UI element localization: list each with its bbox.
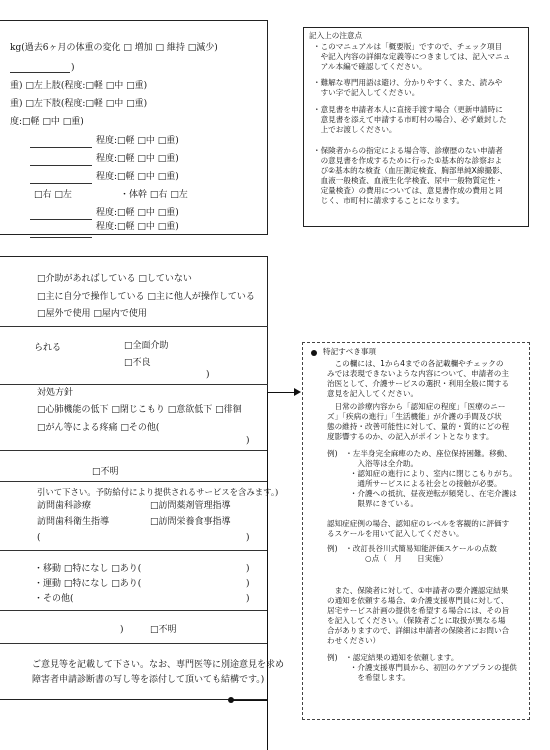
close-paren: ) <box>246 436 250 446</box>
divider <box>0 643 268 644</box>
dental-hygiene-visit: 訪問歯科衛生指導 <box>37 517 110 527</box>
divider <box>0 550 268 551</box>
divider <box>0 384 268 385</box>
close-paren: ) <box>206 370 210 380</box>
blank-line <box>30 147 92 148</box>
note-item-1: ・このマニュアルは「概要版」ですので、チェック項目 や記入内容の詳細な定義等につきましては、記入マニュ アル本編で確認してください。 <box>313 42 511 71</box>
degree-row: 度:□軽 □中 □重) <box>10 117 84 127</box>
left-lower-limb-row: 重) □左下肢(程度:□軽 □中 □重) <box>10 99 148 109</box>
use-place-row: □屋外で使用 □屋内で使用 <box>37 309 147 319</box>
weight-change-row: kg(過去6ヶ月の体重の変化 □ 増加 □ 維持 □減少) <box>10 43 218 53</box>
close-paren: ) <box>246 564 250 574</box>
footer-line-2: 障害者申請診断書の写し等を添付して頂いても結構です。) <box>32 675 265 685</box>
tokki-para-3: 認知症症例の場合、認知症のレベルを客観的に評価す るスケールを用いて記入してください。 <box>327 519 510 538</box>
blank-line <box>30 237 92 238</box>
special-notes-title: 特記すべき事項 <box>323 347 377 356</box>
tokki-para-2: 日常の診療内容から「認知症の程度」「医療のニー ズ」「疾病の進行」「生活機能」が介護の手間及び状 態の維持・改善可能性に対して、量的・質的にどの程 度影響するのか、の記入がポイントとなります。 <box>327 402 510 441</box>
connector-line <box>267 392 268 750</box>
arrow-head-icon <box>294 388 301 396</box>
divider <box>0 610 268 611</box>
weight-blank <box>10 62 70 73</box>
close-paren: ) <box>120 625 124 635</box>
exercise-row: ・運動 □特になし □あり( <box>34 579 142 589</box>
unknown-option: □不明 <box>150 625 177 635</box>
degree-row-2: 程度:□軽 □中 □重) <box>96 154 179 164</box>
assist-row: □介助があればしている □していない <box>37 274 192 284</box>
service-instruction: 引いて下さい。予防給付により提供されるサービスを含みます。) <box>37 487 279 497</box>
tokki-example-3: 例) ・認定結果の通知を依頼します。 ・介護支援専門員から、初回のケアプランの提供 を希望します。 <box>327 653 517 682</box>
operate-row: □主に自分で操作している □主に他人が操作している <box>37 292 255 302</box>
blank-line <box>30 183 92 184</box>
close-paren: ) <box>246 579 250 589</box>
note-item-2: ・難解な専門用語は避け、分かりやすく、また、読みや すい字で記入してください。 <box>313 78 503 97</box>
notes-title: 記入上の注意点 <box>309 31 363 40</box>
connector-line <box>267 392 295 393</box>
unknown-option: □不明 <box>92 467 119 477</box>
service-section <box>0 256 268 700</box>
able-label: られる <box>34 343 62 353</box>
open-paren: ( <box>37 533 41 543</box>
bullet-icon <box>311 350 317 356</box>
tokki-para-4: また、保険者に対して、①申請者の要介護認定結果 の通知を依頼する場合、②介護支援専門員に対して、 居宅サービス計画の提供を希望する場合には、その旨 を記入してください。（保険者ごとに取扱が異なる場 合がありますので、詳細は申請者の保険者にお問い合 わせください） <box>327 586 510 645</box>
movement-row: ・移動 □特になし □あり( <box>34 564 142 574</box>
divider <box>0 481 268 482</box>
blank-line <box>30 165 92 166</box>
note-item-4: ・保険者からの指定による場合等、診療歴のない申請者 の意見書を作成するために行った①基本的な診察およ び②基本的な検査（血圧測定検査、胸部単純X線撮影、 血液一般検査、血液生化学検査、尿中一般物質定性・ 定量検査）の費用については、意見書作成の費用と同 じく、市町村に請求することになります。 <box>313 146 508 205</box>
risk-row-1: □心肺機能の低下 □閉じこもり □意欲低下 □徘徊 <box>37 405 242 415</box>
degree-row-5: 程度:□軽 □中 □重) <box>96 222 179 232</box>
tokki-example-1: 例) ・左半身完全麻痺のため、座位保持困難。移動、 入浴等は全介助。 ・認知症の進行により、室内に閉じこもりがち。 通所サービスによる社会との接触が必要。 ・介護への抵抗、昼夜逆転が頻発し、在宅介護は 限界にきている。 <box>327 449 517 508</box>
trunk-row: ・体幹 □右 □左 <box>120 190 188 200</box>
policy-label: 対処方針 <box>37 388 74 398</box>
pharmacy-visit: □訪問薬剤管理指導 <box>150 501 231 511</box>
divider <box>0 326 268 327</box>
degree-row-1: 程度:□軽 □中 □重) <box>96 136 179 146</box>
connector-line <box>232 700 268 701</box>
risk-row-2: □がん等による疼痛 □その他( <box>37 423 160 433</box>
left-upper-limb-row: 重) □左上肢(程度:□軽 □中 □重) <box>10 81 148 91</box>
close-paren: ) <box>246 594 250 604</box>
blank-line <box>30 219 92 220</box>
other-row: ・その他( <box>34 594 74 604</box>
poor-option: □不良 <box>124 358 151 368</box>
footer-line-1: ご意見等を記載して下さい。なお、専門医等に別途意見を求め <box>32 660 285 670</box>
divider <box>0 450 268 451</box>
note-item-3: ・意見書を申請者本人に直接手渡す場合（更新申請時に 意見書を添えて申請する市町村の場合）、必ず厳封した 上でお渡しください。 <box>313 105 507 134</box>
weight-close: ) <box>71 63 75 73</box>
close-paren: ) <box>246 533 250 543</box>
degree-row-4: 程度:□軽 □中 □重) <box>96 208 179 218</box>
degree-row-3: 程度:□軽 □中 □重) <box>96 172 179 182</box>
right-left-row: □右 □左 <box>34 190 72 200</box>
dental-visit: 訪問歯科診療 <box>37 501 92 511</box>
tokki-example-2: 例) ・改訂長谷川式簡易知能評価スケールの点数 ○点（ 月 日実施） <box>327 544 497 563</box>
full-assist-option: □全面介助 <box>124 341 169 351</box>
tokki-para-1: この欄には、1から4までの各記載欄やチェックの みでは表現できないような内容について、申請者の主 治医として、介護サービスの選択・利用全般に関する 意見を記入してください。 <box>327 359 510 398</box>
nutrition-visit: □訪問栄養食事指導 <box>150 517 231 527</box>
